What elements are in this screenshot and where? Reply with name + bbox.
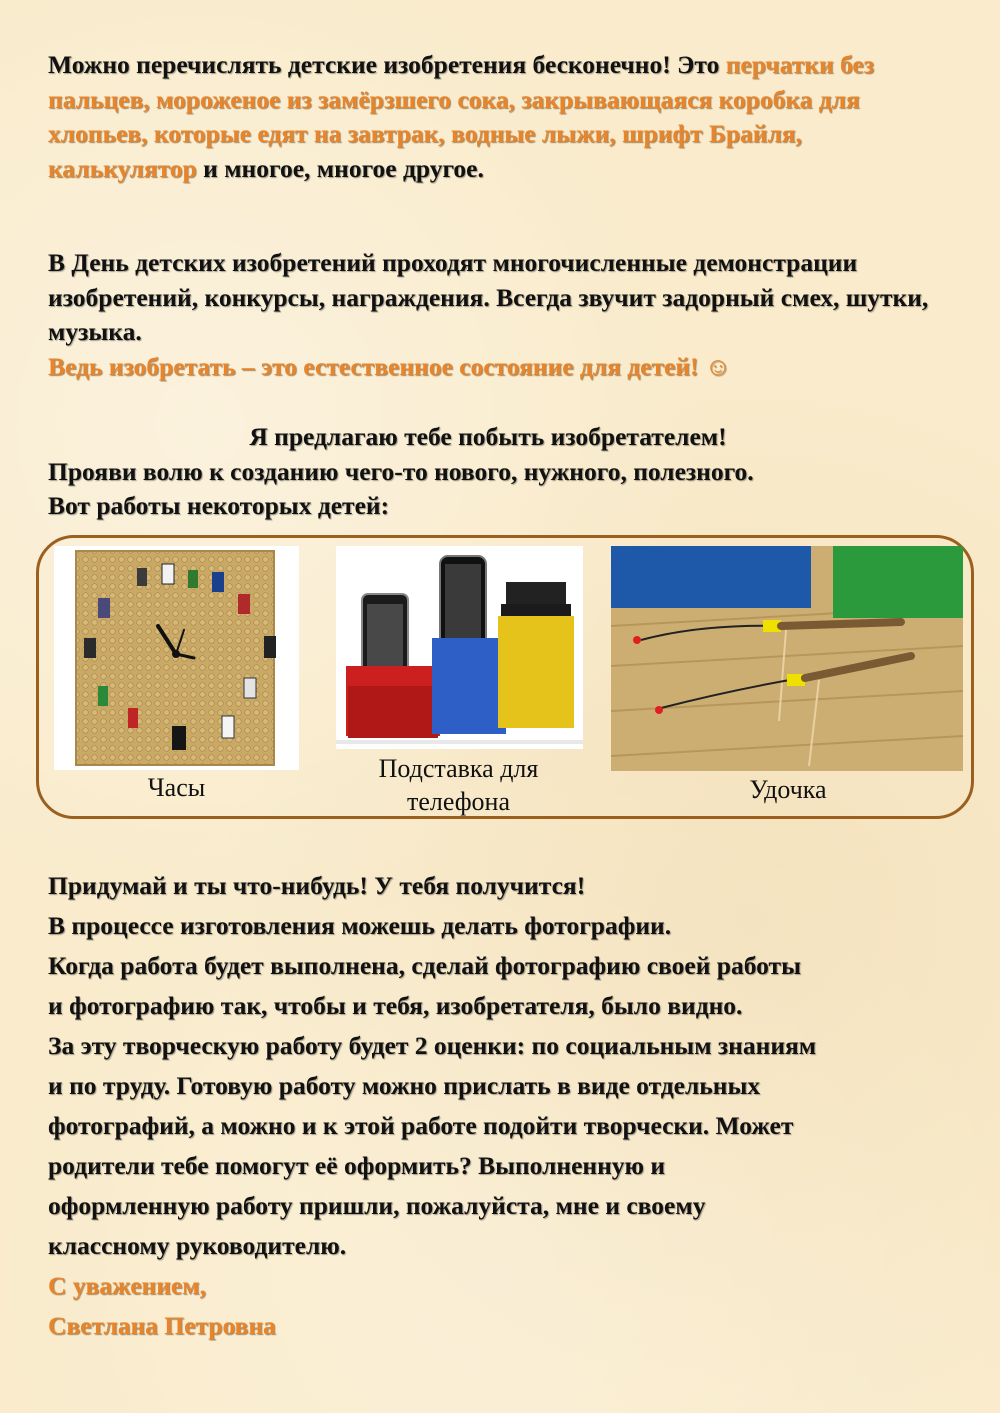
task-line: оформленную работу пришли, пожалуйста, мне и своему — [48, 1191, 706, 1220]
task-line: классному руководителю. — [48, 1231, 347, 1260]
task-line: В процессе изготовления можешь делать фотографии. — [48, 911, 672, 940]
clock-caption: Часы — [147, 773, 206, 802]
day-highlight: Ведь изобретать – это естественное состояние для детей! ☺ — [48, 351, 731, 381]
intro-paragraph — [48, 48, 948, 186]
fishing-rod-caption: Удочка — [749, 775, 827, 804]
task-line: Придумай и ты что-нибудь! У тебя получится! — [48, 871, 586, 900]
task-line: За эту творческую работу будет 2 оценки: по социальным знаниям — [48, 1031, 817, 1060]
inventions-list: перчатки без пальцев, мороженое из замёрзшего сока, закрывающаяся коробка для хлопьев, которые едят на завтрак, водные лыжи, шрифт Брайля, калькулятор — [48, 50, 874, 183]
offer-line-2: Прояви волю к созданию чего-то нового, нужного, полезного. — [48, 456, 754, 486]
day-text: В День детских изобретений проходят многочисленные демонстрации изобретений, конкурсы, награждения. Всегда звучит задорный смех, шутки, музыка. — [48, 248, 929, 346]
phone-stand-photo — [336, 546, 583, 749]
fishing-rod-illustration — [611, 546, 963, 771]
clock-photo — [54, 546, 299, 770]
task-line: родители тебе помогут её оформить? Выполненную и — [48, 1151, 666, 1180]
day-paragraph — [48, 246, 948, 384]
intro-text-2: и многое, многое другое. — [196, 153, 484, 183]
intro-text-1: Можно перечислять детские изобретения бесконечно! Это — [48, 50, 726, 79]
phone-stand-caption: Подставка для телефона — [378, 754, 539, 816]
signature-name: Светлана Петровна — [48, 1311, 276, 1340]
offer-heading: Я предлагаю тебе побыть изобретателем! — [249, 422, 727, 451]
offer-line-3: Вот работы некоторых детей: — [48, 491, 390, 520]
fishing-rod-photo — [611, 546, 963, 771]
phone-stand-illustration — [336, 546, 583, 749]
lego-clock-illustration — [54, 546, 299, 770]
task-line: и по труду. Готовую работу можно прислать в виде отдельных — [48, 1071, 761, 1100]
task-line: Когда работа будет выполнена, сделай фотографию своей работы — [48, 951, 801, 980]
signature-greeting: С уважением, — [48, 1271, 206, 1300]
task-line: фотографий, а можно и к этой работе подойти творчески. Может — [48, 1111, 794, 1140]
task-line: и фотографию так, чтобы и тебя, изобретателя, было видно. — [48, 991, 743, 1020]
task-paragraph — [48, 866, 978, 1346]
offer-paragraph — [48, 420, 968, 524]
